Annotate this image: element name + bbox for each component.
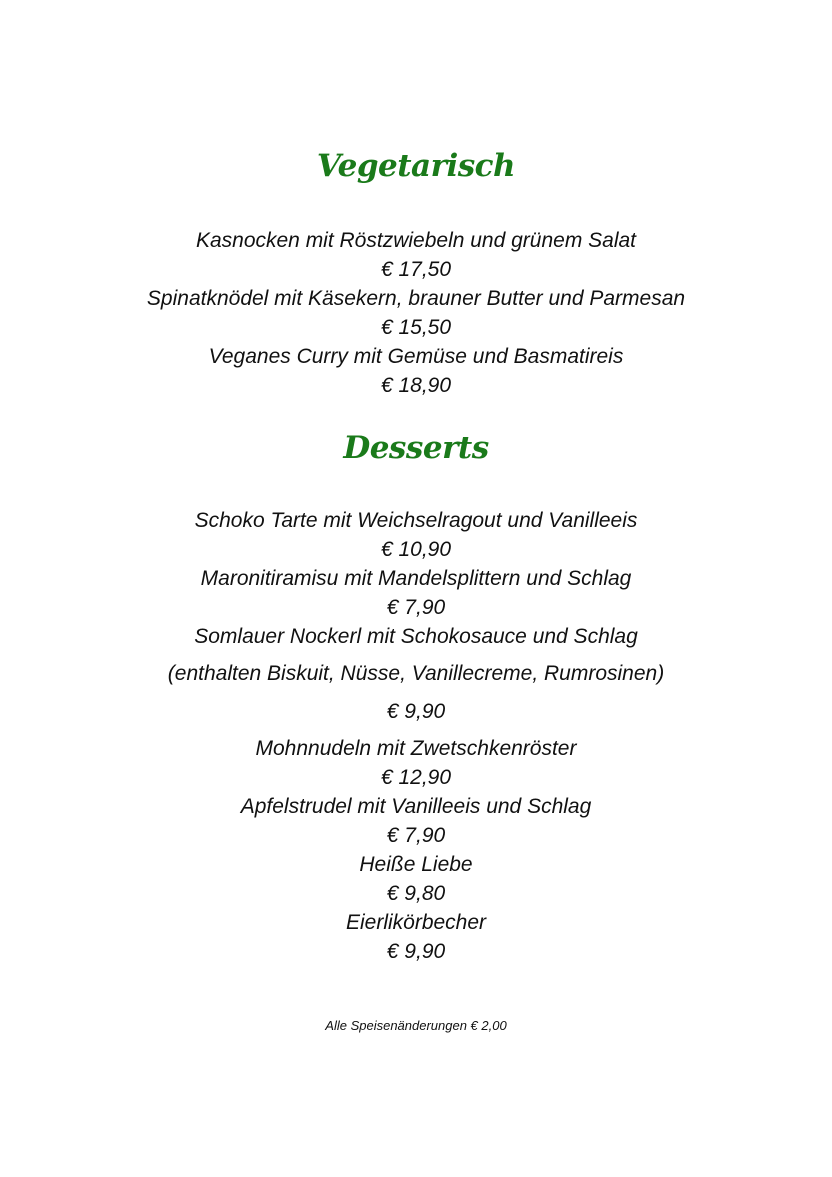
menu-item-name: Veganes Curry mit Gemüse und Basmatireis — [208, 345, 624, 368]
menu-item-name: Heiße Liebe — [359, 853, 473, 876]
section-title-vegetarisch: Vegetarisch — [316, 148, 516, 184]
menu-item-name: Kasnocken mit Röstzwiebeln und grünem Salat — [195, 229, 637, 252]
menu-item-price: € 9,90 — [386, 940, 446, 963]
menu-item-price: € 10,90 — [380, 538, 452, 561]
menu-item-name: Spinatknödel mit Käsekern, brauner Butter und Parmesan — [146, 287, 686, 310]
menu-item-price: € 18,90 — [380, 374, 452, 397]
menu-item-name: Apfelstrudel mit Vanilleeis und Schlag — [240, 795, 592, 818]
menu-item-price: € 15,50 — [380, 316, 452, 339]
menu-item-name: Eierlikörbecher — [345, 911, 487, 934]
menu-item-note: (enthalten Biskuit, Nüsse, Vanillecreme, Rumrosinen) — [167, 662, 665, 685]
menu-item-name: Maronitiramisu mit Mandelsplittern und Schlag — [200, 567, 632, 590]
menu-item-name: Mohnnudeln mit Zwetschkenröster — [255, 737, 577, 760]
footer-note: Alle Speisenänderungen € 2,00 — [325, 1018, 507, 1033]
menu-item-price: € 7,90 — [386, 596, 446, 619]
section-title-desserts: Desserts — [343, 430, 489, 466]
menu-item-price: € 9,90 — [386, 700, 446, 723]
menu-item-name: Schoko Tarte mit Weichselragout und Vanilleeis — [194, 509, 638, 532]
menu-item-name: Somlauer Nockerl mit Schokosauce und Schlag — [194, 625, 638, 648]
menu-item-price: € 7,90 — [386, 824, 446, 847]
menu-item-price: € 17,50 — [380, 258, 452, 281]
menu-item-price: € 12,90 — [380, 766, 452, 789]
menu-item-price: € 9,80 — [386, 882, 446, 905]
